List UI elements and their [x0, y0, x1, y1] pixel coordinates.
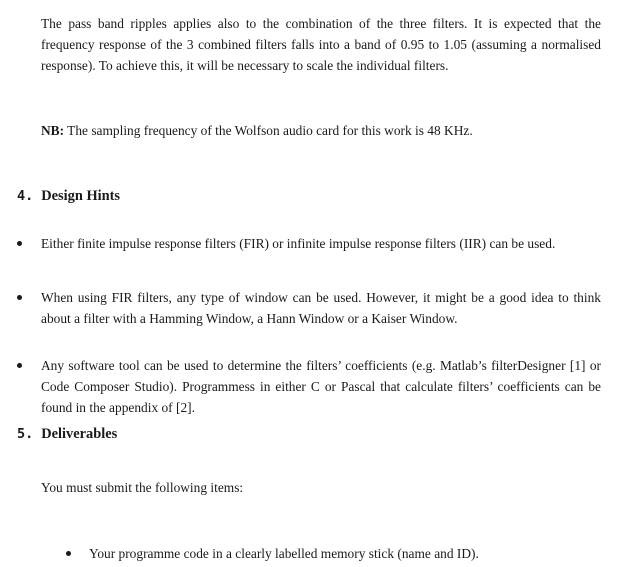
note-label: NB:: [41, 123, 65, 138]
bullet-icon: [17, 241, 22, 246]
design-hint-2: When using FIR filters, any type of window can be used. However, it might be a good idea to think about a filter with a Hamming Window, a Hann Window or a Kaiser Window.: [41, 290, 601, 326]
bullet-icon: [17, 363, 22, 368]
section-5-title: Deliverables: [41, 426, 118, 442]
intro-paragraph: The pass band ripples applies also to the combination of the three filters. It is expected that the frequency response of the 3 combined filters falls into a band of 0.95 to 1.05 (assuming a normalised response). To achieve this, it will be necessary to scale the individual filters.: [41, 16, 601, 73]
design-hint-3: Any software tool can be used to determine the filters’ coefficients (e.g. Matlab’s filterDesigner [1] or Code Composer Studio). Programmess in either C or Pascal that calculate filters’ coefficients can be found in the appendix of [2].: [41, 358, 601, 415]
deliverables-intro: You must submit the following items:: [41, 480, 244, 495]
design-hint-1: Either finite impulse response filters (FIR) or infinite impulse response filters (IIR) can be used.: [41, 236, 556, 251]
deliverable-item-1: Your programme code in a clearly labelled memory stick (name and ID).: [89, 546, 479, 561]
sampling-note: [41, 120, 601, 141]
note-text: The sampling frequency of the Wolfson audio card for this work is 48 KHz.: [64, 123, 473, 138]
bullet-icon: [66, 551, 71, 556]
section-5-heading: [17, 424, 117, 445]
bullet-icon: [17, 295, 22, 300]
section-4-heading: [17, 186, 120, 207]
section-4-number: 4.: [17, 188, 34, 204]
section-4-title: Design Hints: [41, 188, 121, 204]
section-5-number: 5.: [17, 426, 34, 442]
